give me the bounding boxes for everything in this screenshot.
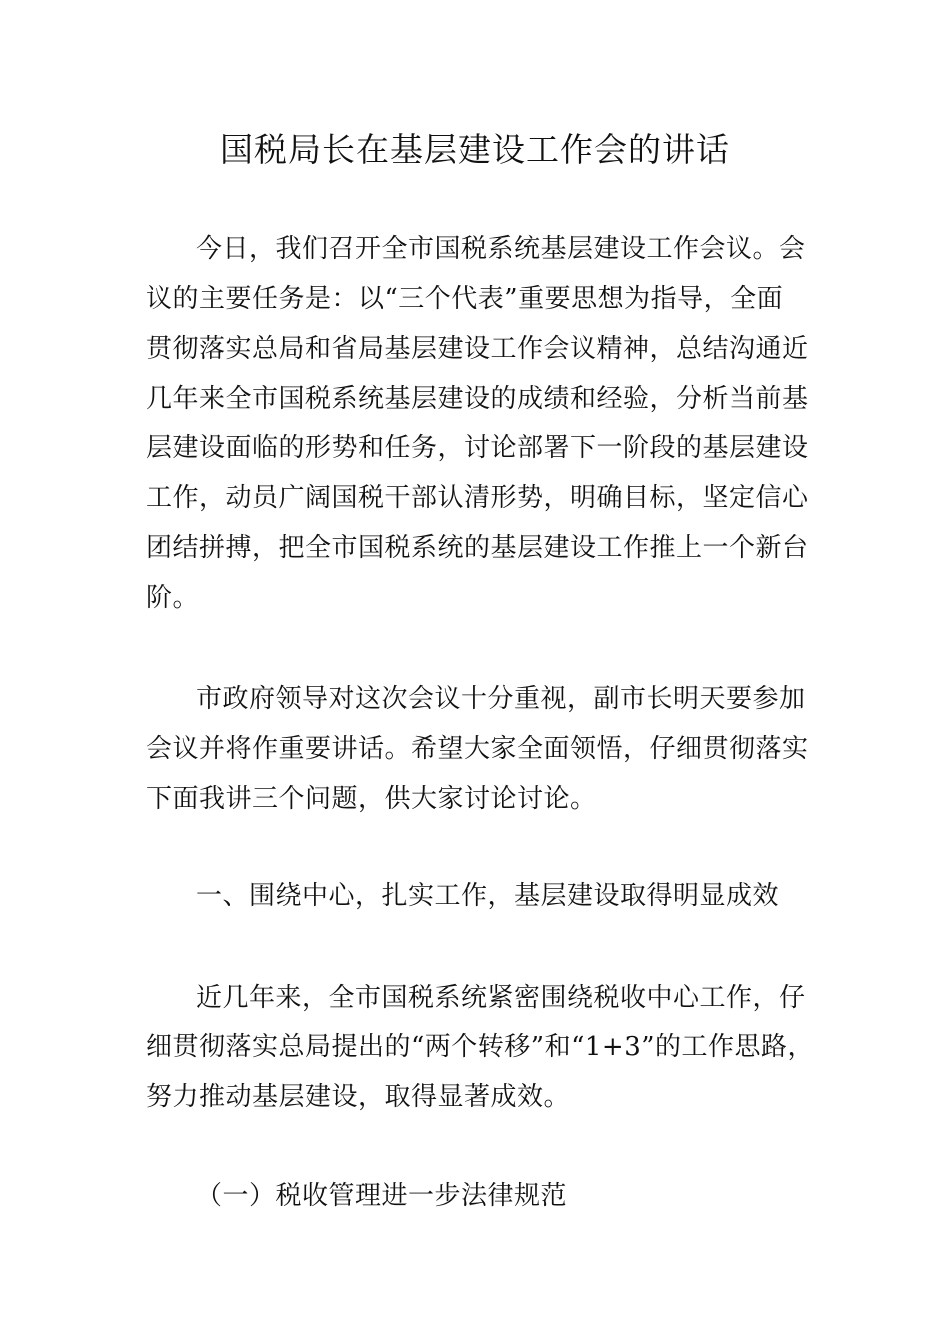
paragraph-2-line: 下面我讲三个问题，供大家讨论讨论。: [146, 784, 597, 814]
paragraph-2-line: 会议并将作重要讲话。希望大家全面领悟，仔细贯彻落实: [146, 734, 809, 764]
document-title: 国税局长在基层建设工作会的讲话: [220, 130, 730, 169]
paragraph-3-line: 近几年来，全市国税系统紧密围绕税收中心工作，仔: [196, 983, 806, 1013]
paragraph-1-line: 贯彻落实总局和省局基层建设工作会议精神，总结沟通近: [146, 334, 809, 364]
paragraph-3-line: 努力推动基层建设，取得显著成效。: [146, 1082, 571, 1112]
paragraph-3-line: 细贯彻落实总局提出的“两个转移”和“1+3”的工作思路，: [146, 1032, 815, 1062]
paragraph-1-line: 今日，我们召开全市国税系统基层建设工作会议。会: [196, 234, 806, 264]
paragraph-1-line: 工作，动员广阔国税干部认清形势，明确目标，坚定信心: [146, 483, 809, 513]
paragraph-1-line: 团结拼搏，把全市国税系统的基层建设工作推上一个新台: [146, 533, 809, 563]
subsection-heading: （一）税收管理进一步法律规范: [196, 1181, 568, 1211]
paragraph-1-line: 阶。: [146, 583, 200, 613]
paragraph-1-line: 几年来全市国税系统基层建设的成绩和经验，分析当前基: [146, 384, 809, 414]
paragraph-1-line: 层建设面临的形势和任务，讨论部署下一阶段的基层建设: [146, 433, 809, 463]
paragraph-2-line: 市政府领导对这次会议十分重视，副市长明天要参加: [196, 684, 806, 714]
paragraph-1-line: 议的主要任务是：以“三个代表”重要思想为指导，全面: [146, 284, 784, 314]
section-heading: 一、围绕中心，扎实工作，基层建设取得明显成效: [196, 881, 780, 911]
